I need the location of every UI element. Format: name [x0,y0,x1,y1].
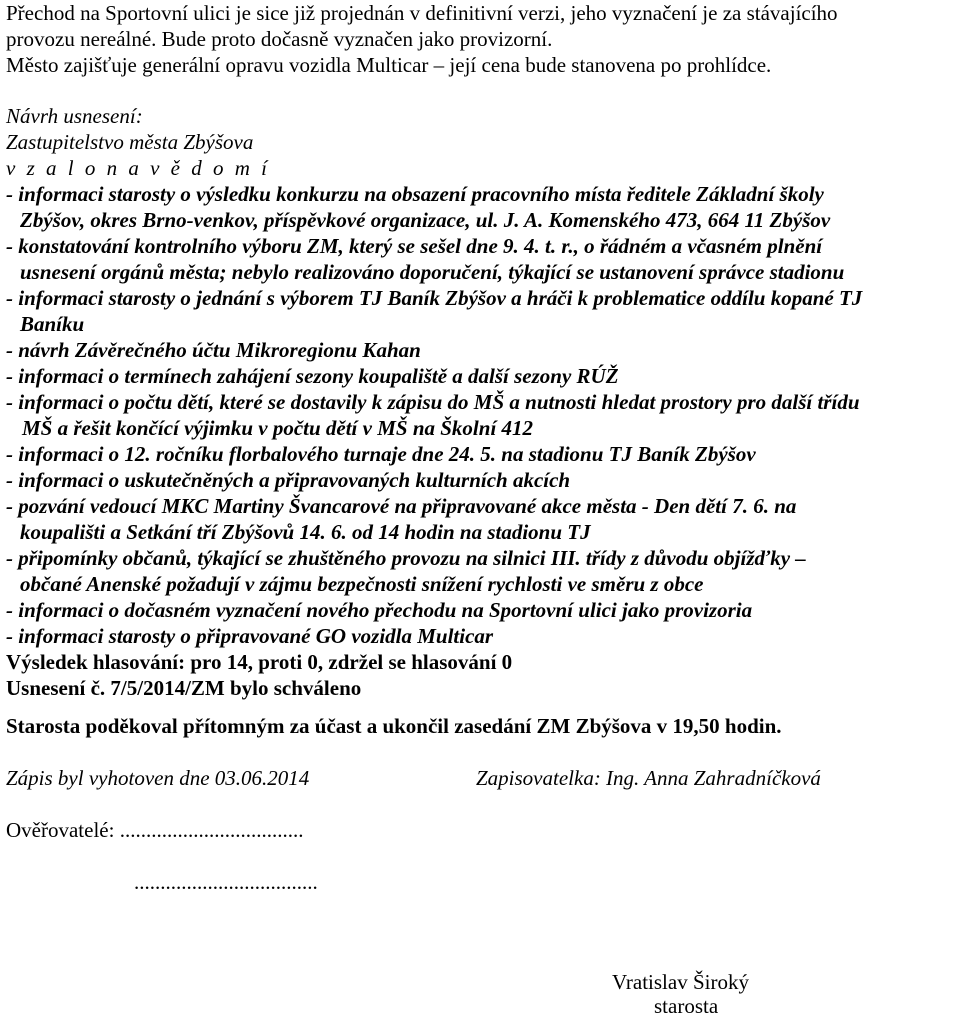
verifiers-second-line: ................................... [134,870,318,894]
resolution-item: - informaci o termínech zahájení sezony koupaliště a další sezony RÚŽ [6,364,619,388]
resolution-adopted: Usnesení č. 7/5/2014/ZM bylo schváleno [6,676,362,700]
resolution-body: Zastupitelstvo města Zbýšova [6,130,254,154]
recorder: Zapisovatelka: Ing. Anna Zahradníčková [476,766,821,790]
resolution-heading: Návrh usnesení: [6,104,143,128]
resolution-item: - připomínky občanů, týkající se zhuštěného provozu na silnici III. třídy z důvodu objížďky – [6,546,806,570]
resolution-item: - informaci o dočasném vyznačení nového přechodu na Sportovní ulici jako provizoria [6,598,753,622]
resolution-item: - informaci o počtu dětí, které se dostavily k zápisu do MŠ a nutnosti hledat prostory pro další třídu [6,390,860,414]
resolution-item-continuation: usnesení orgánů města; nebylo realizováno doporučení, týkající se ustanovení správce stadionu [20,260,845,284]
intro-line: provozu nereálné. Bude proto dočasně vyznačen jako provizorní. [6,27,553,51]
resolution-item: - pozvání vedoucí MKC Martiny Švancarové na připravované akce města - Den dětí 7. 6. na [6,494,797,518]
record-date: Zápis byl vyhotoven dne 03.06.2014 [6,766,310,790]
resolution-item-continuation: Baníku [20,312,85,336]
resolution-item: - návrh Závěrečného účtu Mikroregionu Kahan [6,338,421,362]
intro-paragraph [6,0,838,78]
resolution-verb: v z a l o n a v ě d o m í [6,156,270,180]
resolution-item: - informaci starosty o výsledku konkurzu na obsazení pracovního místa ředitele Základní školy [6,182,824,206]
resolution-item: - informaci starosty o jednání s výborem TJ Baník Zbýšov a hráči k problematice oddílu kopané TJ [6,286,863,310]
intro-line: Město zajišťuje generální opravu vozidla Multicar – její cena bude stanovena po prohlídce. [6,53,772,77]
intro-line: Přechod na Sportovní ulici je sice již projednán v definitivní verzi, jeho vyznačení je za stávajícího [6,1,838,25]
resolution-item-continuation: MŠ a řešit končící výjimku v počtu dětí v MŠ na Školní 412 [22,416,534,440]
resolution-item: - konstatování kontrolního výboru ZM, který se sešel dne 9. 4. t. r., o řádném a včasném plnění [6,234,823,258]
resolution-item: - informaci o uskutečněných a připravovaných kulturních akcích [6,468,571,492]
vote-result: Výsledek hlasování: pro 14, proti 0, zdržel se hlasování 0 [6,650,513,674]
closing-statement: Starosta poděkoval přítomným za účast a ukončil zasedání ZM Zbýšova v 19,50 hodin. [6,714,782,738]
signature-role: starosta [654,994,719,1018]
resolution-item-continuation: koupališti a Setkání tří Zbýšovů 14. 6. od 14 hodin na stadionu TJ [20,520,591,544]
resolution-item: - informaci starosty o připravované GO vozidla Multicar [6,624,494,648]
resolution-item-continuation: Zbýšov, okres Brno-venkov, příspěvkové organizace, ul. J. A. Komenského 473, 664 11 Zbýšov [20,208,831,232]
verifiers-line: Ověřovatelé: ................................... [6,818,304,842]
resolution-section [6,103,862,701]
signature-name: Vratislav Široký [612,970,749,994]
resolution-item-continuation: občané Anenské požadují v zájmu bezpečnosti snížení rychlosti ve směru z obce [20,572,704,596]
resolution-item: - informaci o 12. ročníku florbalového turnaje dne 24. 5. na stadionu TJ Baník Zbýšov [6,442,756,466]
